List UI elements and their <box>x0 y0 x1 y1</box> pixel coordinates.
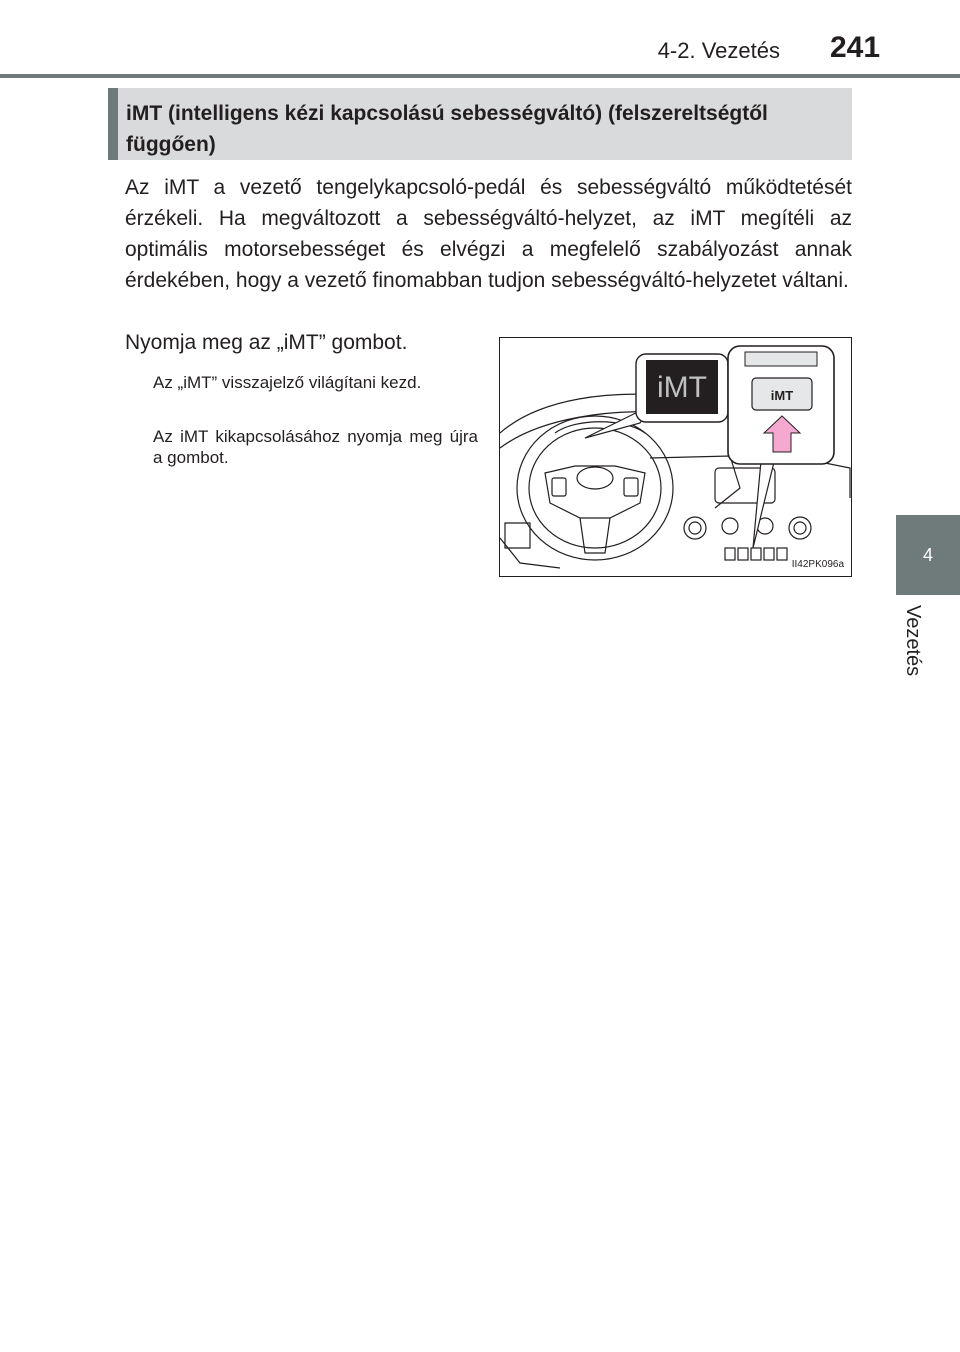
center-console <box>650 456 740 508</box>
hvac-knob-right <box>789 517 811 539</box>
button-bezel-top <box>745 352 817 366</box>
header-divider <box>0 74 960 78</box>
chapter-title: Vezetés <box>902 605 924 677</box>
imt-indicator-label: iMT <box>657 371 707 404</box>
dashboard-figure <box>499 337 852 577</box>
dashboard-illustration <box>500 338 852 577</box>
section-title: iMT (intelligens kézi kapcsolású sebességváltó) (felszereltségtől függően) <box>126 102 768 156</box>
hvac-knob-left <box>684 517 706 539</box>
section-heading-box <box>108 88 852 160</box>
page-number: 241 <box>829 31 881 64</box>
imt-button-label: iMT <box>770 388 794 403</box>
note-turn-off: Az iMT kikapcsolásához nyomja meg újra a gombot. <box>153 427 478 467</box>
switch-5 <box>777 548 787 560</box>
chapter-tab[interactable] <box>896 515 960 595</box>
steering-wheel-rim <box>517 416 673 560</box>
steering-wheel-logo <box>577 467 613 489</box>
switch-1 <box>725 548 735 560</box>
chapter-number: 4 <box>922 545 933 565</box>
chapter-title-vertical <box>900 605 930 685</box>
header-section-title: 4-2. Vezetés <box>657 38 780 63</box>
section-body-text: Az iMT a vezető tengelykapcsoló-pedál és sebességváltó működtetését érzékeli. Ha megváltozott a sebességváltó-helyzet, az iMT megítéli az optimális motorsebességet és elvégzi a megfelelő szabályozást annak érdekében, hogy a vezető finomabban tudjon sebességváltó-helyzetet váltani. <box>125 176 852 292</box>
instruction-text: Nyomja meg az „iMT” gombot. <box>125 331 408 354</box>
section-heading-accent <box>108 88 118 160</box>
figure-code: II42PK096a <box>791 559 844 570</box>
switch-4 <box>764 548 774 560</box>
imt-switch <box>751 548 761 560</box>
steering-wheel-hub <box>545 466 645 518</box>
note-indicator-on: Az „iMT” visszajelző világítani kezd. <box>153 373 422 392</box>
switch-2 <box>738 548 748 560</box>
